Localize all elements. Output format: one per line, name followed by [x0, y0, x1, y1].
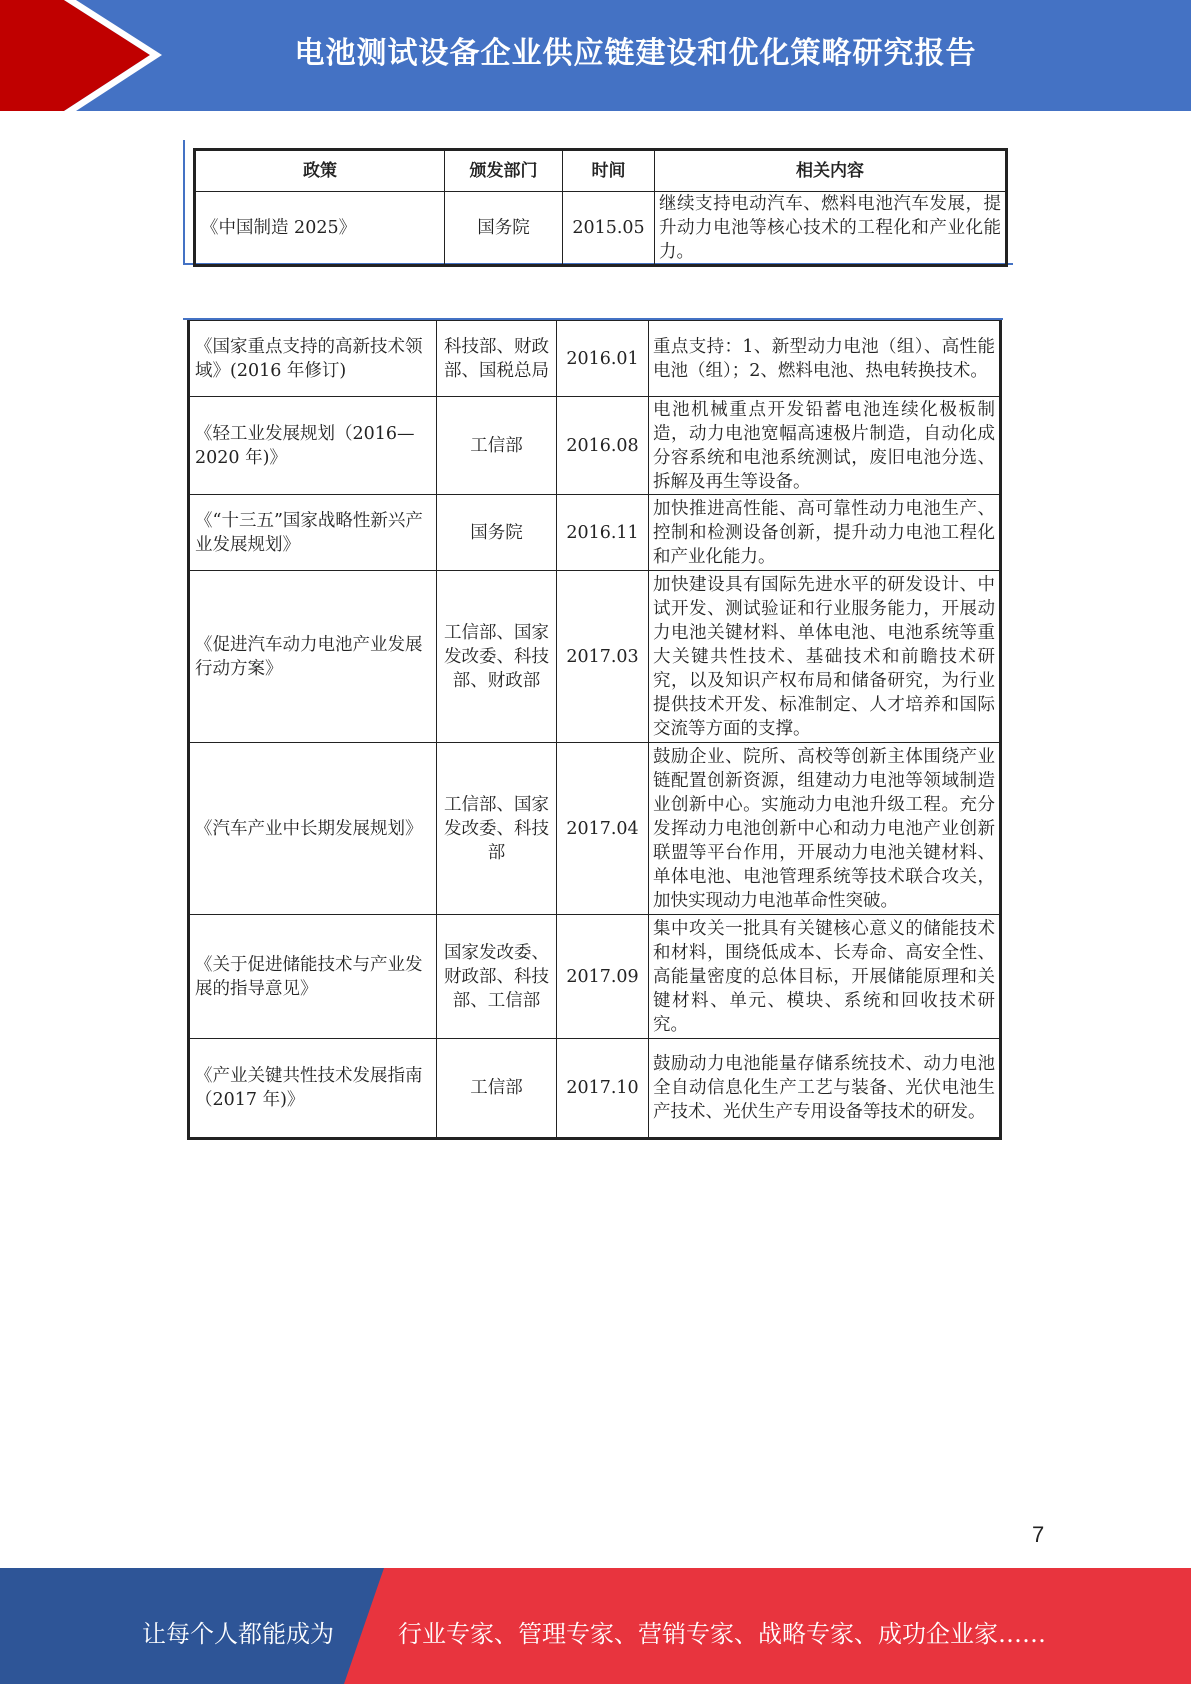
table-row	[189, 321, 1001, 397]
dept-cell: 工信部	[437, 397, 557, 495]
dept-cell: 工信部	[437, 1039, 557, 1139]
dept-cell: 国家发改委、财政部、科技部、工信部	[437, 915, 557, 1039]
time-cell: 2017.09	[557, 915, 649, 1039]
content-cell: 加快建设具有国际先进水平的研发设计、中试开发、测试验证和行业服务能力，开展动力电池关键材料、单体电池、电池系统等重大关键共性技术、基础技术和前瞻技术研究，以及知识产权布局和储备研究，为行业提供技术开发、标准制定、人才培养和国际交流等方面的支撑。	[649, 571, 1001, 743]
content-cell: 重点支持：1、新型动力电池（组）、高性能电池（组）；2、燃料电池、热电转换技术。	[649, 321, 1001, 397]
content-cell: 鼓励企业、院所、高校等创新主体围绕产业链配置创新资源，组建动力电池等领域制造业创新中心。实施动力电池升级工程。充分发挥动力电池创新中心和动力电池产业创新联盟等平台作用，开展动力电池关键材料、单体电池、电池管理系统等技术联合攻关，加快实现动力电池革命性突破。	[649, 743, 1001, 915]
table-row	[189, 743, 1001, 915]
policy-cell: 《中国制造 2025》	[195, 192, 445, 266]
policy-table-continued	[187, 320, 1002, 1140]
page-number: 7	[1032, 1522, 1045, 1547]
table-row	[189, 571, 1001, 743]
time-cell: 2016.08	[557, 397, 649, 495]
table-row	[189, 397, 1001, 495]
dept-cell: 国务院	[445, 192, 563, 266]
column-header-time: 时间	[563, 150, 655, 192]
dept-cell: 科技部、财政部、国税总局	[437, 321, 557, 397]
policy-cell: 《轻工业发展规划（2016—2020 年)》	[189, 397, 437, 495]
page-header	[0, 0, 1191, 111]
time-cell: 2017.04	[557, 743, 649, 915]
policy-cell: 《国家重点支持的高新技术领域》(2016 年修订)	[189, 321, 437, 397]
table-row	[189, 1039, 1001, 1139]
column-header-content: 相关内容	[655, 150, 1007, 192]
column-header-dept: 颁发部门	[445, 150, 563, 192]
time-cell: 2015.05	[563, 192, 655, 266]
dept-cell: 工信部、国家发改委、科技部	[437, 743, 557, 915]
footer-slogan-right: 行业专家、管理专家、营销专家、战略专家、成功企业家……	[398, 1620, 1046, 1648]
dept-cell: 国务院	[437, 495, 557, 571]
page-footer	[0, 1568, 1191, 1684]
time-cell: 2016.01	[557, 321, 649, 397]
table-row	[189, 915, 1001, 1039]
policy-cell: 《促进汽车动力电池产业发展行动方案》	[189, 571, 437, 743]
dept-cell: 工信部、国家发改委、科技部、财政部	[437, 571, 557, 743]
policy-cell: 《产业关键共性技术发展指南（2017 年)》	[189, 1039, 437, 1139]
page-title: 电池测试设备企业供应链建设和优化策略研究报告	[294, 36, 977, 71]
content-cell: 电池机械重点开发铅蓄电池连续化极板制造，动力电池宽幅高速极片制造，自动化成分容系统和电池系统测试，废旧电池分选、拆解及再生等设备。	[649, 397, 1001, 495]
policy-cell: 《关于促进储能技术与产业发展的指导意见》	[189, 915, 437, 1039]
time-cell: 2017.10	[557, 1039, 649, 1139]
policy-cell: 《汽车产业中长期发展规划》	[189, 743, 437, 915]
table-row	[189, 495, 1001, 571]
content-cell: 加快推进高性能、高可靠性动力电池生产、控制和检测设备创新，提升动力电池工程化和产业化能力。	[649, 495, 1001, 571]
table-border-accent	[183, 140, 185, 264]
table-row	[195, 192, 1007, 266]
content-cell: 集中攻关一批具有关键核心意义的储能技术和材料，围绕低成本、长寿命、高安全性、高能量密度的总体目标，开展储能原理和关键材料、单元、模块、系统和回收技术研究。	[649, 915, 1001, 1039]
time-cell: 2017.03	[557, 571, 649, 743]
content-cell: 鼓励动力电池能量存储系统技术、动力电池全自动信息化生产工艺与装备、光伏电池生产技术、光伏生产专用设备等技术的研发。	[649, 1039, 1001, 1139]
content-cell: 继续支持电动汽车、燃料电池汽车发展，提升动力电池等核心技术的工程化和产业化能力。	[655, 192, 1007, 266]
column-header-policy: 政策	[195, 150, 445, 192]
policy-cell: 《“十三五”国家战略性新兴产业发展规划》	[189, 495, 437, 571]
policy-table-header-part	[193, 148, 1008, 267]
table-header-row	[195, 150, 1007, 192]
time-cell: 2016.11	[557, 495, 649, 571]
footer-slogan-left: 让每个人都能成为	[142, 1620, 334, 1648]
